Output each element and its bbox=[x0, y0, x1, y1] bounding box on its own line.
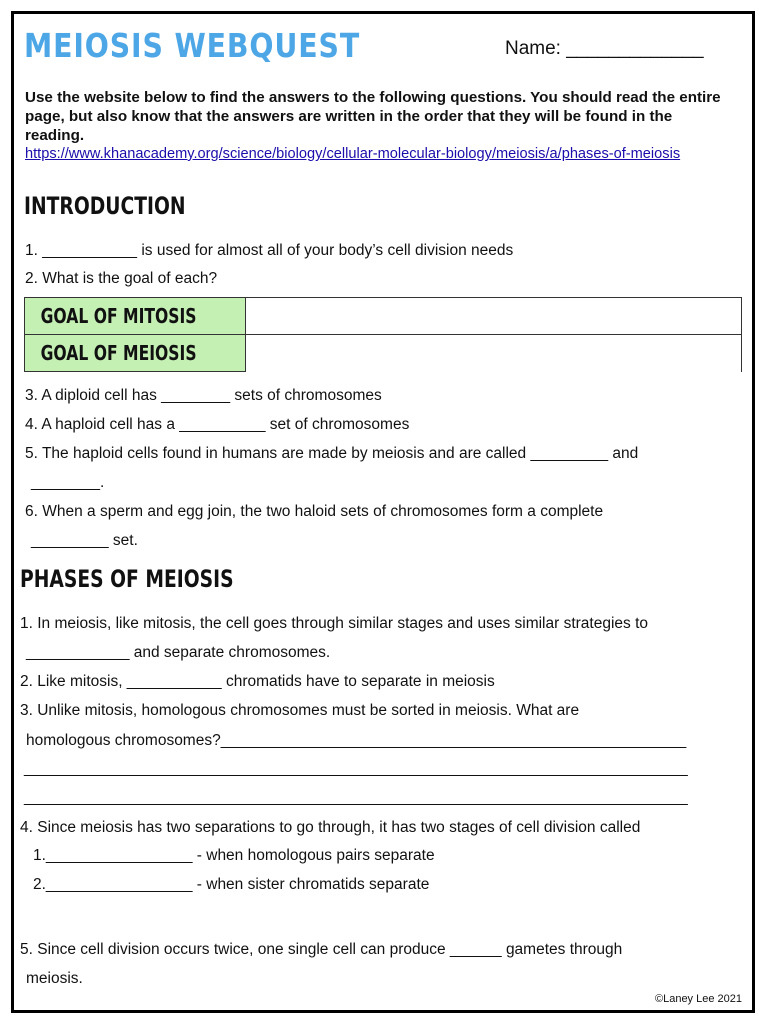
copyright-text: ©Laney Lee 2021 bbox=[654, 993, 742, 1005]
answer-line-1[interactable]: _____________________________________________________________________________ bbox=[24, 760, 688, 777]
intro-question-4: 4. A haploid cell has a __________ set of chromosomes bbox=[25, 416, 410, 433]
phases-question-5: 5. Since cell division occurs twice, one single cell can produce ______ gametes through bbox=[20, 941, 623, 958]
intro-question-5-cont: ________. bbox=[31, 474, 105, 491]
name-field[interactable]: Name: _____________ bbox=[505, 38, 704, 59]
phases-question-4: 4. Since meiosis has two separations to go through, it has two stages of cell division called bbox=[20, 819, 641, 836]
reference-link[interactable]: https://www.khanacademy.org/science/biology/cellular-molecular-biology/meiosis/a/phases-of-meiosis bbox=[25, 146, 681, 162]
instructions-text: Use the website below to find the answers to the following questions. You should read the entire page, but also know that the answers are written in the order that they will be found in the reading. bbox=[25, 89, 721, 144]
intro-question-1: 1. ___________ is used for almost all of your body’s cell division needs bbox=[25, 242, 514, 259]
goal-mitosis-label: GOAL OF MITOSIS bbox=[25, 298, 246, 335]
intro-question-6-cont: _________ set. bbox=[31, 532, 138, 549]
phases-question-5-cont: meiosis. bbox=[26, 970, 83, 987]
goal-mitosis-answer-cell[interactable] bbox=[245, 298, 741, 335]
intro-question-5: 5. The haploid cells found in humans are made by meiosis and are called _________ and bbox=[25, 445, 639, 462]
goal-meiosis-label: GOAL OF MEIOSIS bbox=[25, 335, 246, 372]
answer-line-2[interactable]: _____________________________________________________________________________ bbox=[24, 789, 688, 806]
phases-question-1: 1. In meiosis, like mitosis, the cell goes through similar stages and uses similar strategies to bbox=[20, 615, 649, 632]
phases-question-4-item-2: 2._________________ - when sister chromatids separate bbox=[33, 876, 430, 893]
phases-question-4-item-1: 1._________________ - when homologous pairs separate bbox=[33, 847, 435, 864]
goal-meiosis-answer-cell[interactable] bbox=[245, 335, 741, 372]
phases-heading: PHASES OF MEIOSIS bbox=[20, 565, 234, 593]
worksheet-title: MEIOSIS WEBQUEST bbox=[24, 26, 361, 65]
intro-question-6: 6. When a sperm and egg join, the two haloid sets of chromosomes form a complete bbox=[25, 503, 604, 520]
phases-question-1-cont: ____________ and separate chromosomes. bbox=[26, 644, 331, 661]
phases-question-3-cont: homologous chromosomes?______________________________________________________ bbox=[26, 732, 687, 749]
intro-question-3: 3. A diploid cell has ________ sets of chromosomes bbox=[25, 387, 382, 404]
introduction-heading: INTRODUCTION bbox=[24, 192, 186, 220]
goals-table bbox=[24, 297, 742, 372]
phases-question-2: 2. Like mitosis, ___________ chromatids have to separate in meiosis bbox=[20, 673, 495, 690]
intro-question-2: 2. What is the goal of each? bbox=[25, 270, 218, 287]
phases-question-3: 3. Unlike mitosis, homologous chromosomes must be sorted in meiosis. What are bbox=[20, 702, 580, 719]
